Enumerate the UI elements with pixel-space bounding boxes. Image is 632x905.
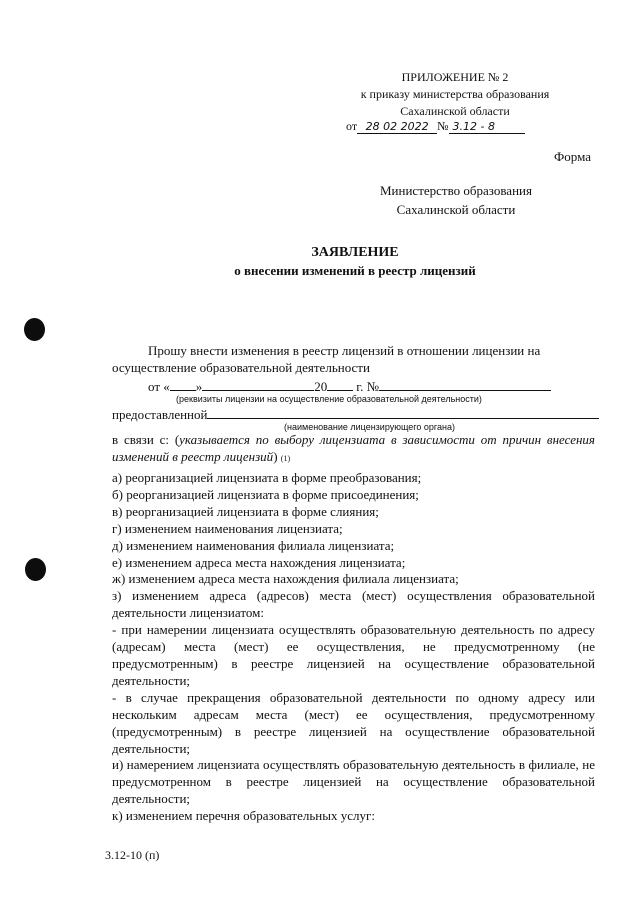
intro-line-2: осуществление образовательной деятельности — [112, 360, 370, 375]
quote-close: » — [195, 379, 203, 394]
year-prefix: 20 — [314, 379, 328, 394]
punch-hole-bottom — [25, 558, 46, 581]
handwritten-number: 3.12 - 8 — [449, 120, 525, 134]
number-label: № — [437, 119, 449, 133]
reason-item-d: д) изменением наименования филиала лицензиата; — [112, 537, 395, 553]
footer-code: 3.12-10 (п) — [105, 848, 160, 862]
form-label: Форма — [554, 149, 591, 164]
reason-item-k: к) изменением перечня образовательных услуг: — [112, 808, 375, 824]
license-number-blank — [379, 377, 551, 391]
appendix-order-line: к приказу министерства образования — [360, 87, 550, 101]
appendix-title: ПРИЛОЖЕНИЕ № 2 — [401, 70, 509, 84]
reason-item-g: г) изменением наименования лицензиата; — [112, 520, 343, 536]
reason-item-z: з) изменением адреса (адресов) места (мест) осуществления образовательной деятельности лицензиатом: — [112, 588, 595, 621]
caption-requisites: (реквизиты лицензии на осуществление образовательной деятельности) — [176, 394, 482, 404]
addressee-line-2: Сахалинской области — [396, 202, 516, 217]
reason-item-i: и) намерением лицензиата осуществлять образовательную деятельность в филиале, не предусмотренном в реестре лицензией на осуществление образовательной деятельности; — [112, 757, 595, 807]
caption-licensing-body: (наименование лицензирующего органа) — [284, 422, 455, 432]
number-prefix: г. № — [356, 379, 380, 394]
document-title: ЗАЯВЛЕНИЕ — [311, 245, 399, 260]
footnote-mark: (1) — [280, 453, 291, 463]
licensing-body-blank — [207, 405, 599, 419]
reason-item-z-sub-1: - при намерении лицензиата осуществлять образовательную деятельность по адресу (адресам) места (мест) ее осуществления, не предусмотренному (не предусмотренным) в реестре лицензией на осуществление образовательной деятельности; — [112, 622, 595, 688]
addressee-line-1: Министерство образования — [380, 183, 532, 198]
from-label: от — [346, 119, 358, 133]
month-blank — [202, 377, 314, 391]
document-subtitle: о внесении изменений в реестр лицензий — [234, 263, 476, 278]
reason-intro — [112, 432, 595, 468]
punch-hole-top — [24, 318, 45, 341]
reason-item-v: в) реорганизацией лицензиата в форме слияния; — [112, 503, 379, 519]
provided-label: предоставленной — [112, 407, 208, 422]
from-quote-open: от « — [148, 379, 170, 394]
reason-item-zh: ж) изменением адреса места нахождения филиала лицензиата; — [112, 571, 459, 587]
reason-item-z-sub-2: - в случае прекращения образовательной деятельности по одному адресу или нескольким адресам места (мест) ее осуществления, предусмотренному (предусмотренным) в реестре лицензией на осуществление образовательной деятельности; — [112, 689, 595, 756]
reason-item-a: а) реорганизацией лицензиата в форме преобразования; — [112, 470, 422, 485]
addressee-block — [356, 181, 556, 219]
reason-prefix: в связи с: ( — [112, 432, 180, 447]
appendix-block — [340, 69, 570, 120]
appendix-date-line — [346, 119, 556, 134]
intro-line-1: Прошу внести изменения в реестр лицензий в отношении лицензии на — [148, 343, 541, 358]
reason-list — [112, 470, 595, 825]
year-blank — [327, 377, 353, 391]
reason-item-e: е) изменением адреса места нахождения лицензиата; — [112, 554, 406, 570]
reason-instruction: указывается по выбору лицензиата в зависимости от причин внесения изменений в реестр лицензий — [112, 432, 595, 464]
reason-item-b: б) реорганизацией лицензиата в форме присоединения; — [112, 486, 419, 502]
day-blank — [170, 377, 196, 391]
appendix-region-line: Сахалинской области — [400, 104, 510, 118]
reason-suffix: ) — [273, 448, 278, 464]
handwritten-date: 28 02 2022 — [357, 120, 437, 134]
